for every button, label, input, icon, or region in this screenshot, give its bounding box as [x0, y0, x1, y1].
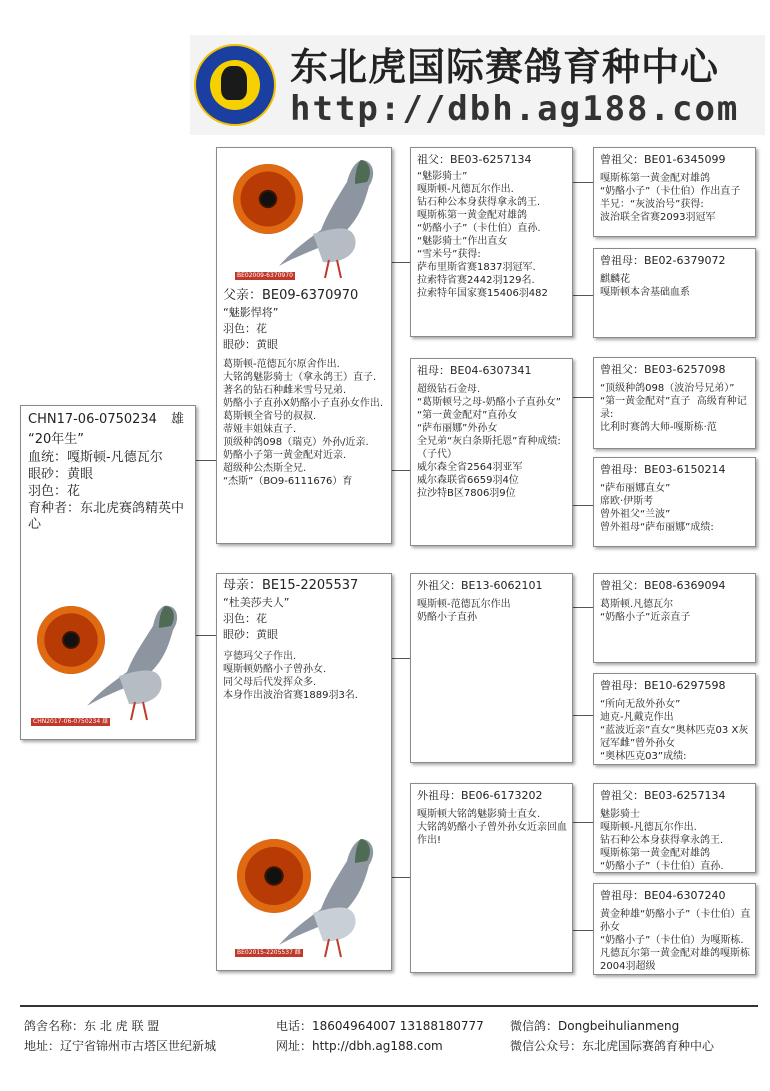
pigeon-image — [69, 596, 189, 726]
great-grandparent-card — [593, 457, 756, 547]
connector — [573, 930, 593, 931]
connector — [573, 182, 593, 183]
footer-website[interactable]: 网址：http://dbh.ag188.com — [276, 1039, 443, 1053]
connector — [573, 397, 593, 398]
subject-ring-number: CHN17-06-0750234 — [28, 412, 157, 427]
connector — [573, 505, 593, 506]
great-grandparent-description: “顶级种鸽098（波治号兄弟）” “第一黄金配对”直子 高级育种记录: 比利时赛鸽大师-嘎斯栋·范 — [600, 383, 747, 433]
sire-color: 羽色：花 — [223, 322, 267, 335]
great-grandparent-card — [593, 248, 756, 338]
subject-color: 羽色：花 — [28, 484, 81, 499]
great-grandparent-title: 曾祖父：BE03-6257098 — [600, 363, 726, 376]
dam-card — [216, 573, 392, 971]
footer-wechat: 微信鸽：Dongbeihulianmeng — [510, 1019, 680, 1033]
great-grandparent-description: 黄金种雄“奶酪小子”（卡仕伯）直孙女 “奶酪小子”（卡仕伯）为嘎斯栋.凡德瓦尔第一黄金配对雄鸽嘎斯栋2004羽超级 — [600, 909, 751, 972]
connector — [392, 658, 410, 659]
subject-breeder: 育种者：东北虎赛鸽精英中心 — [28, 501, 185, 532]
great-grandparent-card — [593, 147, 756, 237]
grandparent-title: 外祖母：BE06-6173202 — [417, 789, 543, 802]
subject-eye: 眼砂：黄眼 — [28, 467, 94, 482]
great-grandparent-title: 曾祖父：BE08-6369094 — [600, 579, 726, 592]
great-grandparent-description: 葛斯顿.凡德瓦尔 “奶酪小子”近亲直子 — [600, 599, 691, 623]
subject-card — [20, 405, 196, 740]
pigeon-logo-icon — [221, 66, 247, 100]
great-grandparent-description: 魅影骑士 嘎斯顿-凡德瓦尔作出. 钻石种公本身获得拿永鸽王. 嘎斯栋第一黄金配对雄鸽 “奶酪小子”（卡仕伯）直孙. — [600, 809, 724, 870]
grandparent-title: 祖父：BE03-6257134 — [417, 153, 532, 166]
great-grandparent-card — [593, 573, 756, 663]
connector — [573, 822, 593, 823]
grandparent-card — [410, 573, 573, 763]
great-grandparent-card — [593, 673, 756, 765]
sire-title: 父亲：BE09-6370970 — [223, 288, 359, 303]
dam-photo — [221, 829, 389, 963]
dam-description: 亨德玛父子作出. 嘎斯顿奶酪小子曾孙女. 同父母后代发挥众多. 本身作出波治省赛1889羽3名. — [223, 651, 358, 701]
connector — [573, 715, 593, 716]
dam-eye: 眼砂：黄眼 — [223, 628, 278, 641]
great-grandparent-description: 嘎斯栋第一黄金配对雄鸽 “奶酪小子”（卡仕伯）作出直子 半兄：“灰波治号”获得: 波治联全省赛2093羽冠军 — [600, 173, 741, 223]
great-grandparent-card — [593, 883, 756, 975]
great-grandparent-description: 麒麟花 嘎斯顿本舍基础血系 — [600, 274, 690, 298]
footer-phone: 电话：18604964007 13188180777 — [276, 1019, 484, 1033]
subject-nickname: “20年生” — [28, 432, 85, 447]
connector — [573, 607, 593, 608]
great-grandparent-description: “萨布丽娜直女” 席欧·伊斯考 曾外祖父“兰波” 曾外祖母“萨布丽娜”成绩: — [600, 483, 714, 533]
connector — [573, 295, 593, 296]
great-grandparent-title: 曾祖母：BE02-6379072 — [600, 254, 726, 267]
pigeon-image — [261, 829, 389, 959]
sire-photo-tag: BE02009-6370970 — [237, 272, 293, 279]
great-grandparent-description: “所向无敌外孙女” 迪克-凡戴克作出 “蓝波近亲”直女“奥林匹克03 X灰冠军雌”曾外孙女 “奥林匹克03”成绩: — [600, 699, 749, 762]
great-grandparent-title: 曾祖母：BE10-6297598 — [600, 679, 726, 692]
grandparent-card — [410, 358, 573, 546]
sire-card — [216, 147, 392, 544]
footer-divider — [20, 1005, 758, 1007]
great-grandparent-card — [593, 783, 756, 873]
subject-photo — [29, 596, 189, 731]
great-grandparent-card — [593, 357, 756, 449]
connector — [196, 460, 216, 461]
subject-bloodline: 血统：嘎斯顿-凡德瓦尔 — [28, 450, 163, 465]
footer-address: 地址：辽宁省锦州市古塔区世纪新城 — [24, 1039, 217, 1053]
great-grandparent-title: 曾祖父：BE01-6345099 — [600, 153, 726, 166]
great-grandparent-title: 曾祖母：BE04-6307240 — [600, 889, 726, 902]
dam-nickname: “杜美莎夫人” — [223, 596, 290, 609]
great-grandparent-title: 曾祖父：BE03-6257134 — [600, 789, 726, 802]
grandparent-title: 外祖父：BE13-6062101 — [417, 579, 543, 592]
dam-photo-tag: BE02015-2205537 雌 — [237, 949, 301, 956]
logo — [194, 44, 276, 126]
header-title: 东北虎国际赛鸽育种中心 — [290, 45, 720, 89]
sire-photo — [221, 152, 389, 282]
sire-nickname: “魅影悍将” — [223, 306, 279, 319]
connector — [196, 635, 216, 636]
great-grandparent-title: 曾祖母：BE03-6150214 — [600, 463, 726, 476]
pigeon-image — [261, 152, 389, 280]
sire-description: 葛斯顿-范德瓦尔原舍作出. 大铭鸽魅影骑士（拿永鸽王）直子. 著名的钻石种雌米雪号兄弟. 奶酪小子直孙X奶酪小子直孙女作出. 葛斯顿全省号的叔叔. 蒂娅丰姐妹直子. 顶级种鸽098（瑞克）外孙/近亲. 奶酪小子第一黄金配对近亲. 超级种公杰斯全兄. “杰斯”（BO9-6111676）育 — [223, 359, 384, 487]
grandparent-card — [410, 783, 573, 973]
connector — [392, 877, 410, 878]
footer-official-account: 微信公众号：东北虎国际赛鸽育种中心 — [510, 1039, 715, 1053]
grandparent-title: 祖母：BE04-6307341 — [417, 364, 532, 377]
connector — [392, 470, 410, 471]
grandparent-card — [410, 147, 573, 337]
sire-eye: 眼砂：黄眼 — [223, 338, 278, 351]
grandparent-description: 超级钻石金母. “葛斯顿号之母-奶酪小子直孙女” “第一黄金配对”直孙女 “萨布丽娜”外孙女 全兄弟“灰白条斯托恩”育种成绩:（子代） 威尔森全省2564羽亚军 威尔森联省6659羽4位 拉沙特B区7806羽9位 — [417, 384, 561, 499]
grandparent-description: “魅影骑士” 嘎斯顿-凡德瓦尔作出. 钻石种公本身获得拿永鸽王. 嘎斯栋第一黄金配对雄鸽 “奶酪小子”（卡仕伯）直孙. “魅影骑士”作出直女 “雪米号”获得: 萨布里斯省赛1837羽冠军. 拉索特省赛2442羽129名. 拉索特年国家赛15406羽482 — [417, 171, 548, 299]
dam-color: 羽色：花 — [223, 612, 267, 625]
grandparent-description: 嘎斯顿-范德瓦尔作出 奶酪小子直孙 — [417, 599, 511, 623]
dam-title: 母亲：BE15-2205537 — [223, 578, 359, 593]
subject-sex: 雄 — [171, 412, 185, 427]
header-url[interactable]: http://dbh.ag188.com — [290, 89, 740, 129]
footer-loft-name: 鸽舍名称：东 北 虎 联 盟 — [24, 1019, 160, 1033]
subject-photo-tag: CHN2017-06-0750234 雄 — [33, 718, 109, 725]
grandparent-description: 嘎斯顿大铭鸽魅影骑士直女. 大铭鸽奶酪小子曾外孙女近亲回血作出! — [417, 809, 567, 846]
connector — [392, 262, 410, 263]
